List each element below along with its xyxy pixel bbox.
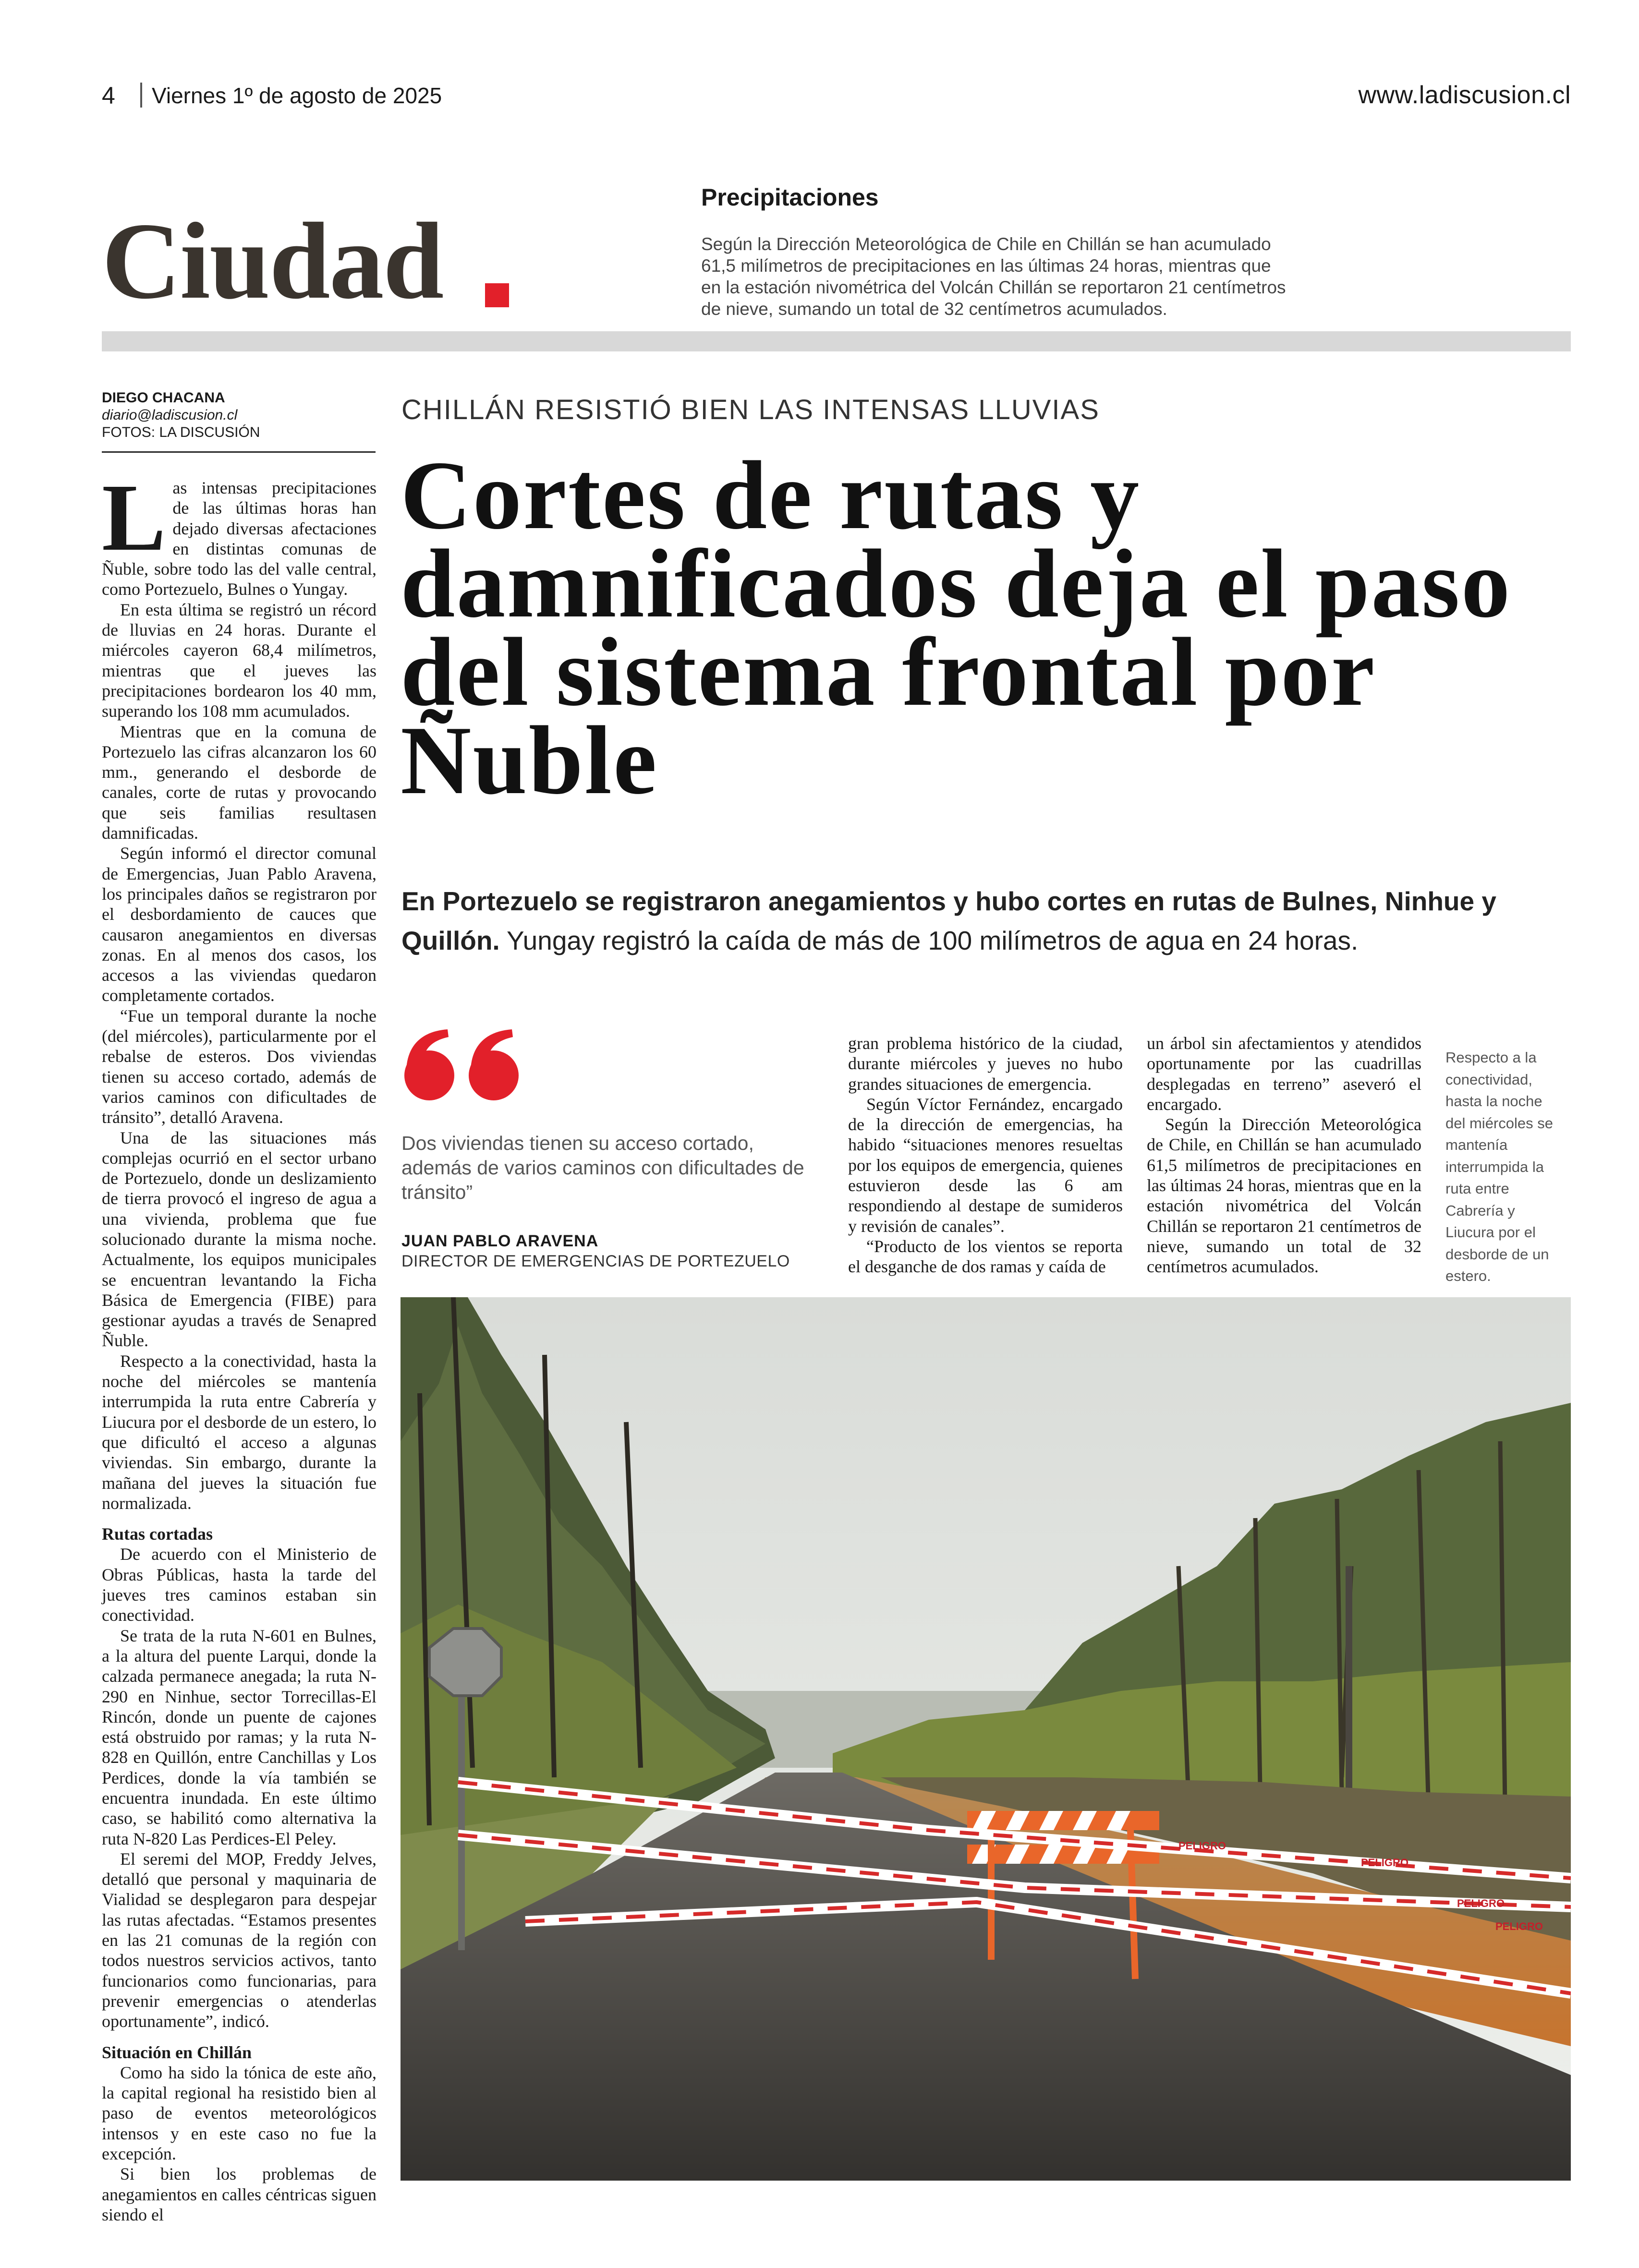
paragraph: El seremi del MOP, Freddy Jelves, detalló que personal y maquinaria de Vialidad se desplegaron para despejar las rutas afectadas. “Estamos presentes en las 21 comunas de la región con todos nuestros servicios activos, tanto funcionarios como funcionarias, para prevenir emergencias o atenderlas oportunamente”, indicó. (102, 1849, 376, 2031)
paragraph: as intensas precipitaciones de las últimas horas han dejado diversas afectaciones en distintas comunas de Ñuble, sobre todo las del valle central, como Portezuelo, Bulnes o Yungay. (102, 478, 376, 599)
pull-quote-text: Dos viviendas tienen su acceso cortado, además de varios caminos con dificultades de tránsito” (401, 1132, 804, 1203)
issue-date: Viernes 1º de agosto de 2025 (152, 83, 442, 108)
paragraph: Según Víctor Fernández, encargado de la dirección de emergencias, ha habido “situaciones menores resueltas por los equipos de emergencia, quienes estuvieron desde las 6 am respondiendo al destape de sumideros y revisión de canales”. (848, 1094, 1123, 1236)
paragraph: gran problema histórico de la ciudad, durante miércoles y jueves no hubo grandes situaciones de emergencia. (848, 1034, 1123, 1094)
paragraph: “Producto de los vientos se reporta el desganche de dos ramas y caída de (848, 1236, 1123, 1277)
article-column-2 (848, 1033, 1123, 1277)
quote-marks-icon (401, 1027, 526, 1104)
tape-label: PELIGRO (1361, 1857, 1409, 1869)
pull-quote-role: DIRECTOR DE EMERGENCIAS DE PORTEZUELO (401, 1252, 790, 1270)
photo-caption: Respecto a la conectividad, hasta la noche del miércoles se mantenía interrumpida la ruta entre Cabrería y Liucura por el desborde de un estero. (1445, 1049, 1553, 1284)
deck-regular: Yungay registró la caída de más de 100 milímetros de agua en 24 horas. (499, 926, 1359, 955)
subheading-chillan: Situación en Chillán (102, 2042, 252, 2062)
paragraph: En esta última se registró un récord de lluvias en 24 horas. Durante el miércoles cayeron 68,4 milímetros, mientras que el jueves las precipitaciones bordearon los 40 mm, superando los 108 mm acumulados. (102, 600, 376, 721)
paragraph: Según la Dirección Meteorológica de Chile, en Chillán se han acumulado 61,5 milímetros de precipitaciones en las últimas 24 horas, mientras que en la estación nivométrica del Volcán Chillán se reportaron 21 centímetros de nieve, sumando un total de 32 centímetros acumulados. (1147, 1115, 1421, 1277)
article-column-3 (1147, 1033, 1421, 1277)
site-url: www.ladiscusion.cl (1358, 81, 1571, 109)
byline-email: diario@ladiscusion.cl (102, 407, 238, 423)
paragraph: Si bien los problemas de anegamientos en calles céntricas siguen siendo el (102, 2164, 376, 2224)
deck-bold: En Portezuelo se registraron anegamientos y hubo cortes en rutas de Bulnes, Ninhue y Quillón. (401, 886, 1496, 955)
brief-text: Según la Dirección Meteorológica de Chile en Chillán se han acumulado 61,5 milímetros de precipitaciones en las últimas 24 horas, mientras que en la estación nivométrica del Volcán Chillán se reportaron 21 centímetros de nieve, sumando un total de 32 centímetros acumulados. (701, 234, 1286, 319)
article-column-1 (102, 465, 376, 2225)
section-divider-bar (102, 331, 1571, 351)
paragraph: Mientras que en la comuna de Portezuelo las cifras alcanzaron los 60 mm., generando el desborde de canales, corte de rutas y provocando que seis familias resultasen damnificadas. (102, 722, 376, 843)
paragraph: Según informó el director comunal de Emergencias, Juan Pablo Aravena, los principales daños se registraron por el desbordamiento de cauces que causaron anegamientos en diversas zonas. En al menos dos casos, los accesos a las viviendas quedaron completamente cortados. (102, 844, 376, 1005)
paragraph: “Fue un temporal durante la noche (del miércoles), particularmente por el rebalse de esteros. Dos viviendas tienen su acceso cortado, además de varios caminos con dificultades de tránsito”, detalló Aravena. (102, 1006, 376, 1127)
paragraph: Respecto a la conectividad, hasta la noche del miércoles se mantenía interrumpida la ruta entre Cabrería y Liucura por el desborde de un estero, lo que dificultó el acceso a algunas viviendas. Sin embargo, durante la mañana del jueves la situación fue normalizada. (102, 1351, 376, 1513)
tape-label: PELIGRO (1457, 1897, 1505, 1909)
section-dot (485, 283, 509, 307)
flooded-road-photo (401, 1297, 1571, 2181)
paragraph: Se trata de la ruta N-601 en Bulnes, a la altura del puente Larqui, donde la calzada permanece anegada; la ruta N-290 en Ninhue, sector Torrecillas-El Rincón, donde un puente de cajones está obstruido por ramas; y la ruta N-828 en Quillón, entre Canchillas y Los Perdices, donde la vía también se encuentra inundada. En este último caso, se habilitó como alternativa la ruta N-820 Las Perdices-El Peley. (102, 1626, 376, 1848)
byline-author: DIEGO CHACANA (102, 390, 225, 406)
article-deck (401, 881, 1506, 960)
page-number: 4 (102, 82, 115, 109)
paragraph: De acuerdo con el Ministerio de Obras Públicas, hasta la tarde del jueves tres caminos estaban sin conectividad. (102, 1544, 376, 1625)
article-headline: Cortes de rutas y damnificados deja el paso del sistema frontal por Ñuble (401, 441, 1512, 815)
header-divider (140, 83, 142, 108)
byline-photo-credit: FOTOS: LA DISCUSIÓN (102, 424, 260, 440)
drop-cap: L (102, 465, 166, 571)
tape-label: PELIGRO (1178, 1840, 1226, 1852)
brief-title: Precipitaciones (701, 184, 879, 211)
paragraph: un árbol sin afectamientos y atendidos oportunamente por las cuadrillas desplegadas en terreno” aseveró el encargado. (1147, 1034, 1421, 1114)
paragraph: Como ha sido la tónica de este año, la capital regional ha resistido bien al paso de eventos meteorológicos intensos y en este caso no fue la excepción. (102, 2063, 376, 2164)
tape-label: PELIGRO (1495, 1920, 1543, 1932)
paragraph: Una de las situaciones más complejas ocurrió en el sector urbano de Portezuelo, donde un deslizamiento de tierra provocó el ingreso de agua a una vivienda, problema que fue solucionado durante la misma noche. Actualmente, los equipos municipales se encuentran levantando la Ficha Básica de Emergencia (FIBE) para gestionar ayudas a través de Senapred Ñuble. (102, 1128, 376, 1351)
pull-quote-author: JUAN PABLO ARAVENA (401, 1232, 599, 1250)
subheading-rutas: Rutas cortadas (102, 1524, 213, 1544)
article-kicker: CHILLÁN RESISTIÓ BIEN LAS INTENSAS LLUVIAS (401, 394, 1100, 425)
section-title: Ciudad (102, 201, 443, 322)
byline-rule (102, 451, 376, 453)
